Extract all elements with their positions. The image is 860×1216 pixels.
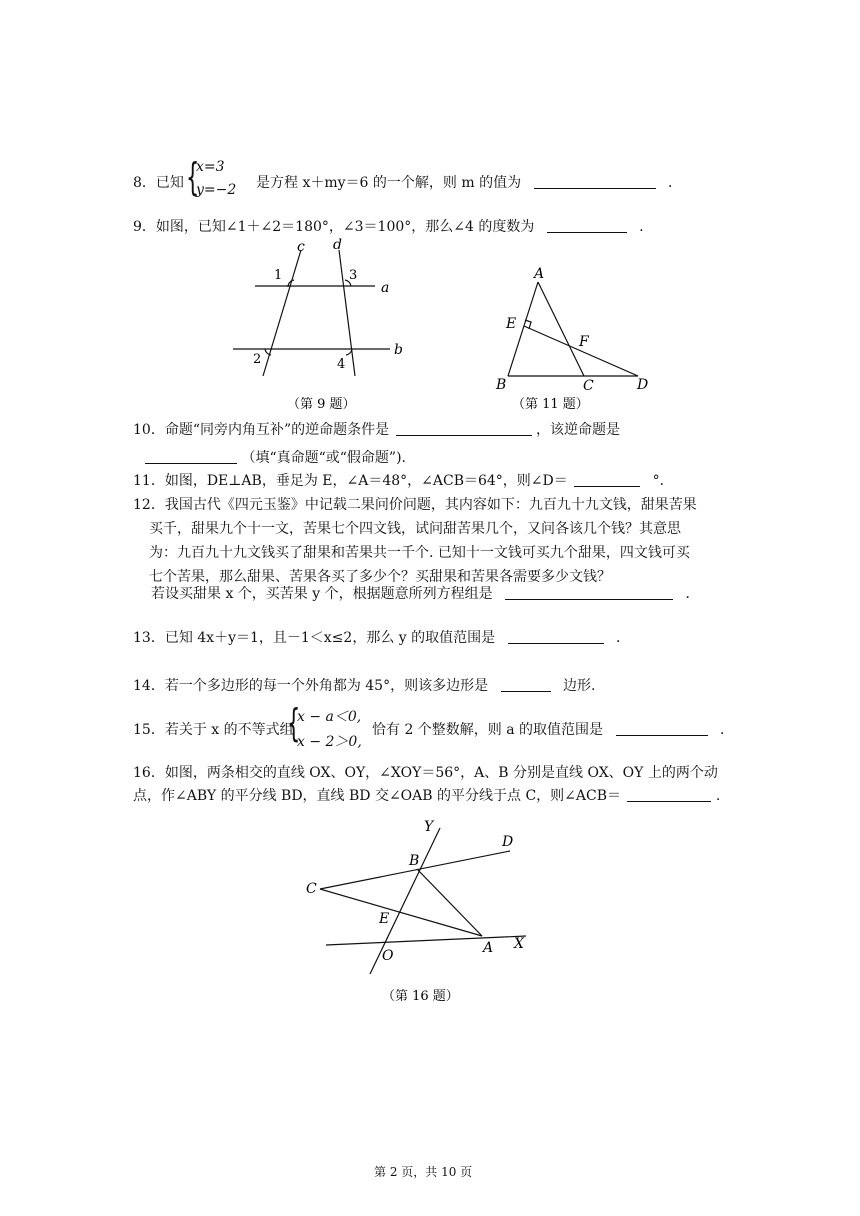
angle-2-label: 2 [253,352,262,367]
problem-8-system-eq1: x=3 [196,159,225,175]
label-A: A [534,266,545,282]
answer-blank[interactable] [627,787,711,802]
answer-blank[interactable] [505,585,673,600]
problem-12-line-3: 为：九百九十九文钱买了甜果和苦果共一千个. 已知十一文钱可买九个甜果，四文钱可买 [149,545,690,561]
label-X: X [514,936,524,952]
brace-icon: { [186,155,200,199]
label-E: E [506,316,517,332]
problem-16-line-1: 16．如图，两条相交的直线 OX、OY，∠XOY＝56°，A、B 分别是直线 OX、OY 上的两个动 [133,765,718,781]
answer-blank[interactable] [534,174,656,189]
label-a: a [381,280,390,296]
problem-12-line-2: 买千，甜果九个十一文，苦果七个四文钱，试问甜苦果几个，又问各该几个钱？其意思 [149,521,681,537]
problem-10-line-2: （填“真命题“或“假命题”). [145,447,406,467]
problem-13: 13．已知 4x＋y＝1，且－1＜x≤2，那么 y 的取值范围是 ． [133,630,631,646]
problem-16-line-2: 点，作∠ABY 的平分线 BD，直线 BD 交∠OAB 的平分线于点 C，则∠ACB＝ . [133,788,721,804]
label-C: C [583,378,594,394]
label-D: D [502,834,514,850]
figure-11 [490,262,660,416]
answer-blank[interactable] [396,421,532,436]
problem-12-line-1: 12．我国古代《四元玉鉴》中记载二果问价问题，其内容如下：九百九十九文钱，甜果苦果 [133,497,697,513]
figure-16 [300,816,550,1012]
label-c: c [297,239,305,255]
label-C: C [306,881,317,897]
problem-14: 14．若一个多边形的每一个外角都为 45°，则该多边形是 边形. [133,678,596,694]
problem-12-line-4: 七个苦果，那么甜果、苦果各买了多少个？买甜果和苦果各需要多少文钱？ [149,569,611,585]
line-OX [326,936,526,945]
answer-blank[interactable] [145,449,237,464]
label-E: E [379,911,390,927]
answer-blank[interactable] [547,218,627,233]
label-F: F [579,334,589,350]
problem-15-text: 恰有 2 个整数解，则 a 的取值范围是 ． [372,722,734,738]
problem-15-system-ineq2: x − 2＞0, [297,734,362,750]
figure-9 [225,236,415,416]
label-A: A [483,940,494,956]
label-B: B [409,853,420,869]
brace-icon: { [287,701,301,745]
problem-15-system-ineq1: x − a＜0, [297,709,362,725]
figure-9-caption: （第 9 题） [287,397,356,412]
problem-12-question: 若设买甜果 x 个，买苦果 y 个，根据题意所列方程组是 ． [151,586,700,602]
label-d: d [333,237,342,253]
answer-blank[interactable] [616,721,708,736]
label-D: D [637,377,649,393]
problem-8-number: 8．已知 [133,175,184,191]
problem-11: 11．如图，DE⊥AB，垂足为 E，∠A＝48°，∠ACB＝64°，则∠D＝ °． [133,473,674,489]
label-O: O [382,948,394,964]
label-b: b [394,342,403,358]
figure-16-caption: （第 16 题） [382,989,459,1004]
page-footer: 第 2 页，共 10 页 [374,1165,473,1179]
problem-8-system-eq2: y=−2 [196,182,237,198]
answer-blank[interactable] [508,629,604,644]
problem-10-line-1: 10．命题“同旁内角互补”的逆命题条件是 ，该逆命题是 [133,422,621,438]
problem-8-text: 是方程 x＋my＝6 的一个解，则 m 的值为 ． [256,175,682,191]
problem-15-prefix: 15．若关于 x 的不等式组 [133,722,294,738]
angle-4-label: 4 [337,357,346,372]
angle-3-label: 3 [349,268,358,283]
problem-9: 9．如图，已知∠1＋∠2＝180°，∠3＝100°，那么∠4 的度数为 ． [133,219,654,235]
label-Y: Y [424,819,434,835]
label-B: B [496,377,507,393]
answer-blank[interactable] [501,677,551,692]
angle-1-label: 1 [274,268,283,283]
answer-blank[interactable] [574,472,640,487]
line-OY [370,828,440,974]
figure-11-caption: （第 11 题） [512,397,589,412]
problem-8 [133,172,184,192]
